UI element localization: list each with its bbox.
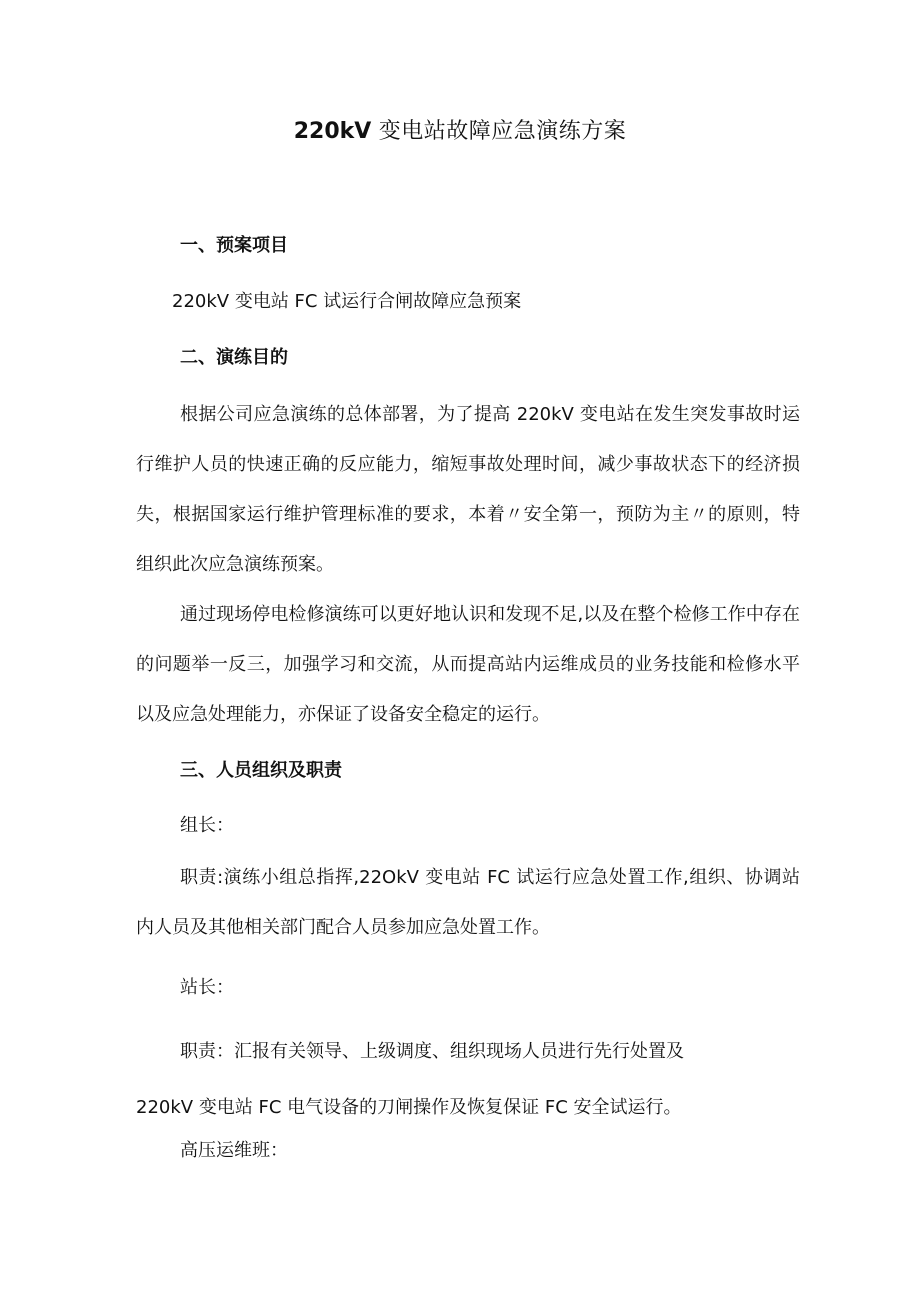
project-name: 220kV 变电站 FC 试运行合闸故障应急预案 [172,291,522,312]
section-heading-purpose: 二、演练目的 [180,347,288,368]
leader-label: 组长： [180,815,234,836]
station-head-label: 站长： [180,977,234,998]
leader-duty: 职责:演练小组总指挥,22OkV 变电站 FC 试运行应急处置工作,组织、协调站内人员及其他相关部门配合人员参加应急处置工作。 [136,867,800,938]
purpose-paragraph-2: 通过现场停电检修演练可以更好地认识和发现不足,以及在整个检修工作中存在的问题举一反三，加强学习和交流，从而提高站内运维成员的业务技能和检修水平以及应急处理能力，亦保证了设备安全稳定的运行。 [136,604,800,725]
title-voltage: 220kV [293,119,372,144]
station-head-duty-line-1: 职责：汇报有关领导、上级调度、组织现场人员进行先行处置及 [180,1041,684,1062]
title-text: 变电站故障应急演练方案 [371,119,627,144]
section-heading-project: 一、预案项目 [180,235,288,256]
purpose-paragraph-1: 根据公司应急演练的总体部署，为了提高 220kV 变电站在发生突发事故时运行维护人员的快速正确的反应能力，缩短事故处理时间，减少事故状态下的经济损失，根据国家运行维护管理标准的要求，本着〃安全第一，预防为主〃的原则，特组织此次应急演练预案。 [136,404,800,575]
hv-team-label: 高压运维班： [180,1140,288,1161]
document-title [0,114,920,150]
section-heading-organization: 三、人员组织及职责 [180,760,342,781]
station-head-duty-line-2: 220kV 变电站 FC 电气设备的刀闸操作及恢复保证 FC 安全试运行。 [136,1097,682,1118]
